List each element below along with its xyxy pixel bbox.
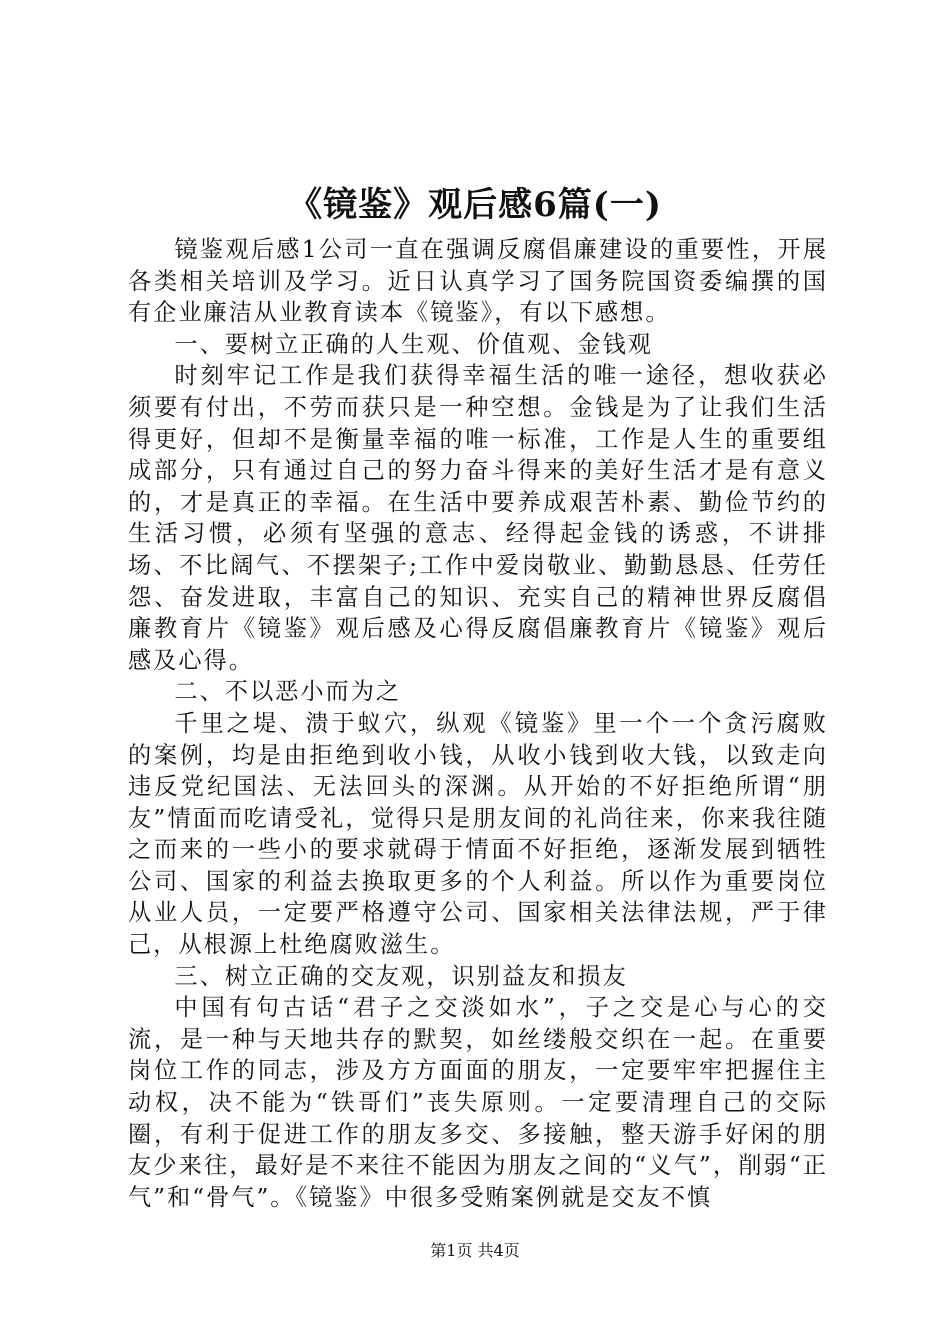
paragraph-intro: 镜鉴观后感1公司一直在强调反腐倡廉建设的重要性，开展各类相关培训及学习。近日认真学习了国务院国资委编撰的国有企业廉洁从业教育读本《镜鉴》，有以下感想。 bbox=[128, 236, 828, 327]
section-heading-1: 一、要树立正确的人生观、价值观、金钱观 bbox=[174, 330, 653, 358]
document-body bbox=[128, 234, 828, 1213]
page-footer: 第1页 共4页 bbox=[430, 1241, 520, 1260]
paragraph-section-2: 千里之堤、溃于蚁穴，纵观《镜鉴》里一个一个贪污腐败的案例，均是由拒绝到收小钱，从收小钱到收大钱，以致走向违反党纪国法、无法回头的深渊。从开始的不好拒绝所谓“朋友”情面而吃请受礼，觉得只是朋友间的礼尚往来，你来我往随之而来的一些小的要求就碍于情面不好拒绝，逐渐发展到牺牲公司、国家的利益去换取更多的个人利益。所以作为重要岗位从业人员，一定要严格遵守公司、国家相关法律法规，严于律己，从根源上杜绝腐败滋生。 bbox=[128, 709, 828, 959]
paragraph-section-1: 时刻牢记工作是我们获得幸福生活的唯一途径，想收获必须要有付出，不劳而获只是一种空想。金钱是为了让我们生活得更好，但却不是衡量幸福的唯一标准，工作是人生的重要组成部分，只有通过自己的努力奋斗得来的美好生活才是有意义的，才是真正的幸福。在生活中要养成艰苦朴素、勤俭节约的生活习惯，必须有坚强的意志、经得起金钱的诱惑，不讲排场、不比阔气、不摆架子;工作中爱岗敬业、勤勤恳恳、任劳任怨、奋发进取，丰富自己的知识、充实自己的精神世界反腐倡廉教育片《镜鉴》观后感及心得反腐倡廉教育片《镜鉴》观后感及心得。 bbox=[128, 362, 828, 674]
section-heading-3: 三、树立正确的交友观，识别益友和损友 bbox=[174, 962, 628, 990]
section-heading-2: 二、不以恶小而为之 bbox=[174, 678, 402, 706]
paragraph-section-3: 中国有句古话“君子之交淡如水”，子之交是心与心的交流，是一种与天地共存的默契，如丝缕般交织在一起。在重要岗位工作的同志，涉及方方面面的朋友，一定要牢牢把握住主动权，决不能为“铁哥们”丧失原则。一定要清理自己的交际圈，有利于促进工作的朋友多交、多接触，整天游手好闲的朋友少来往，最好是不来往不能因为朋友之间的“义气”，削弱“正气”和“骨气”。《镜鉴》中很多受贿案例就是交友不慎 bbox=[128, 994, 828, 1211]
document-title: 《镜鉴》观后感6篇(一) bbox=[288, 185, 662, 225]
